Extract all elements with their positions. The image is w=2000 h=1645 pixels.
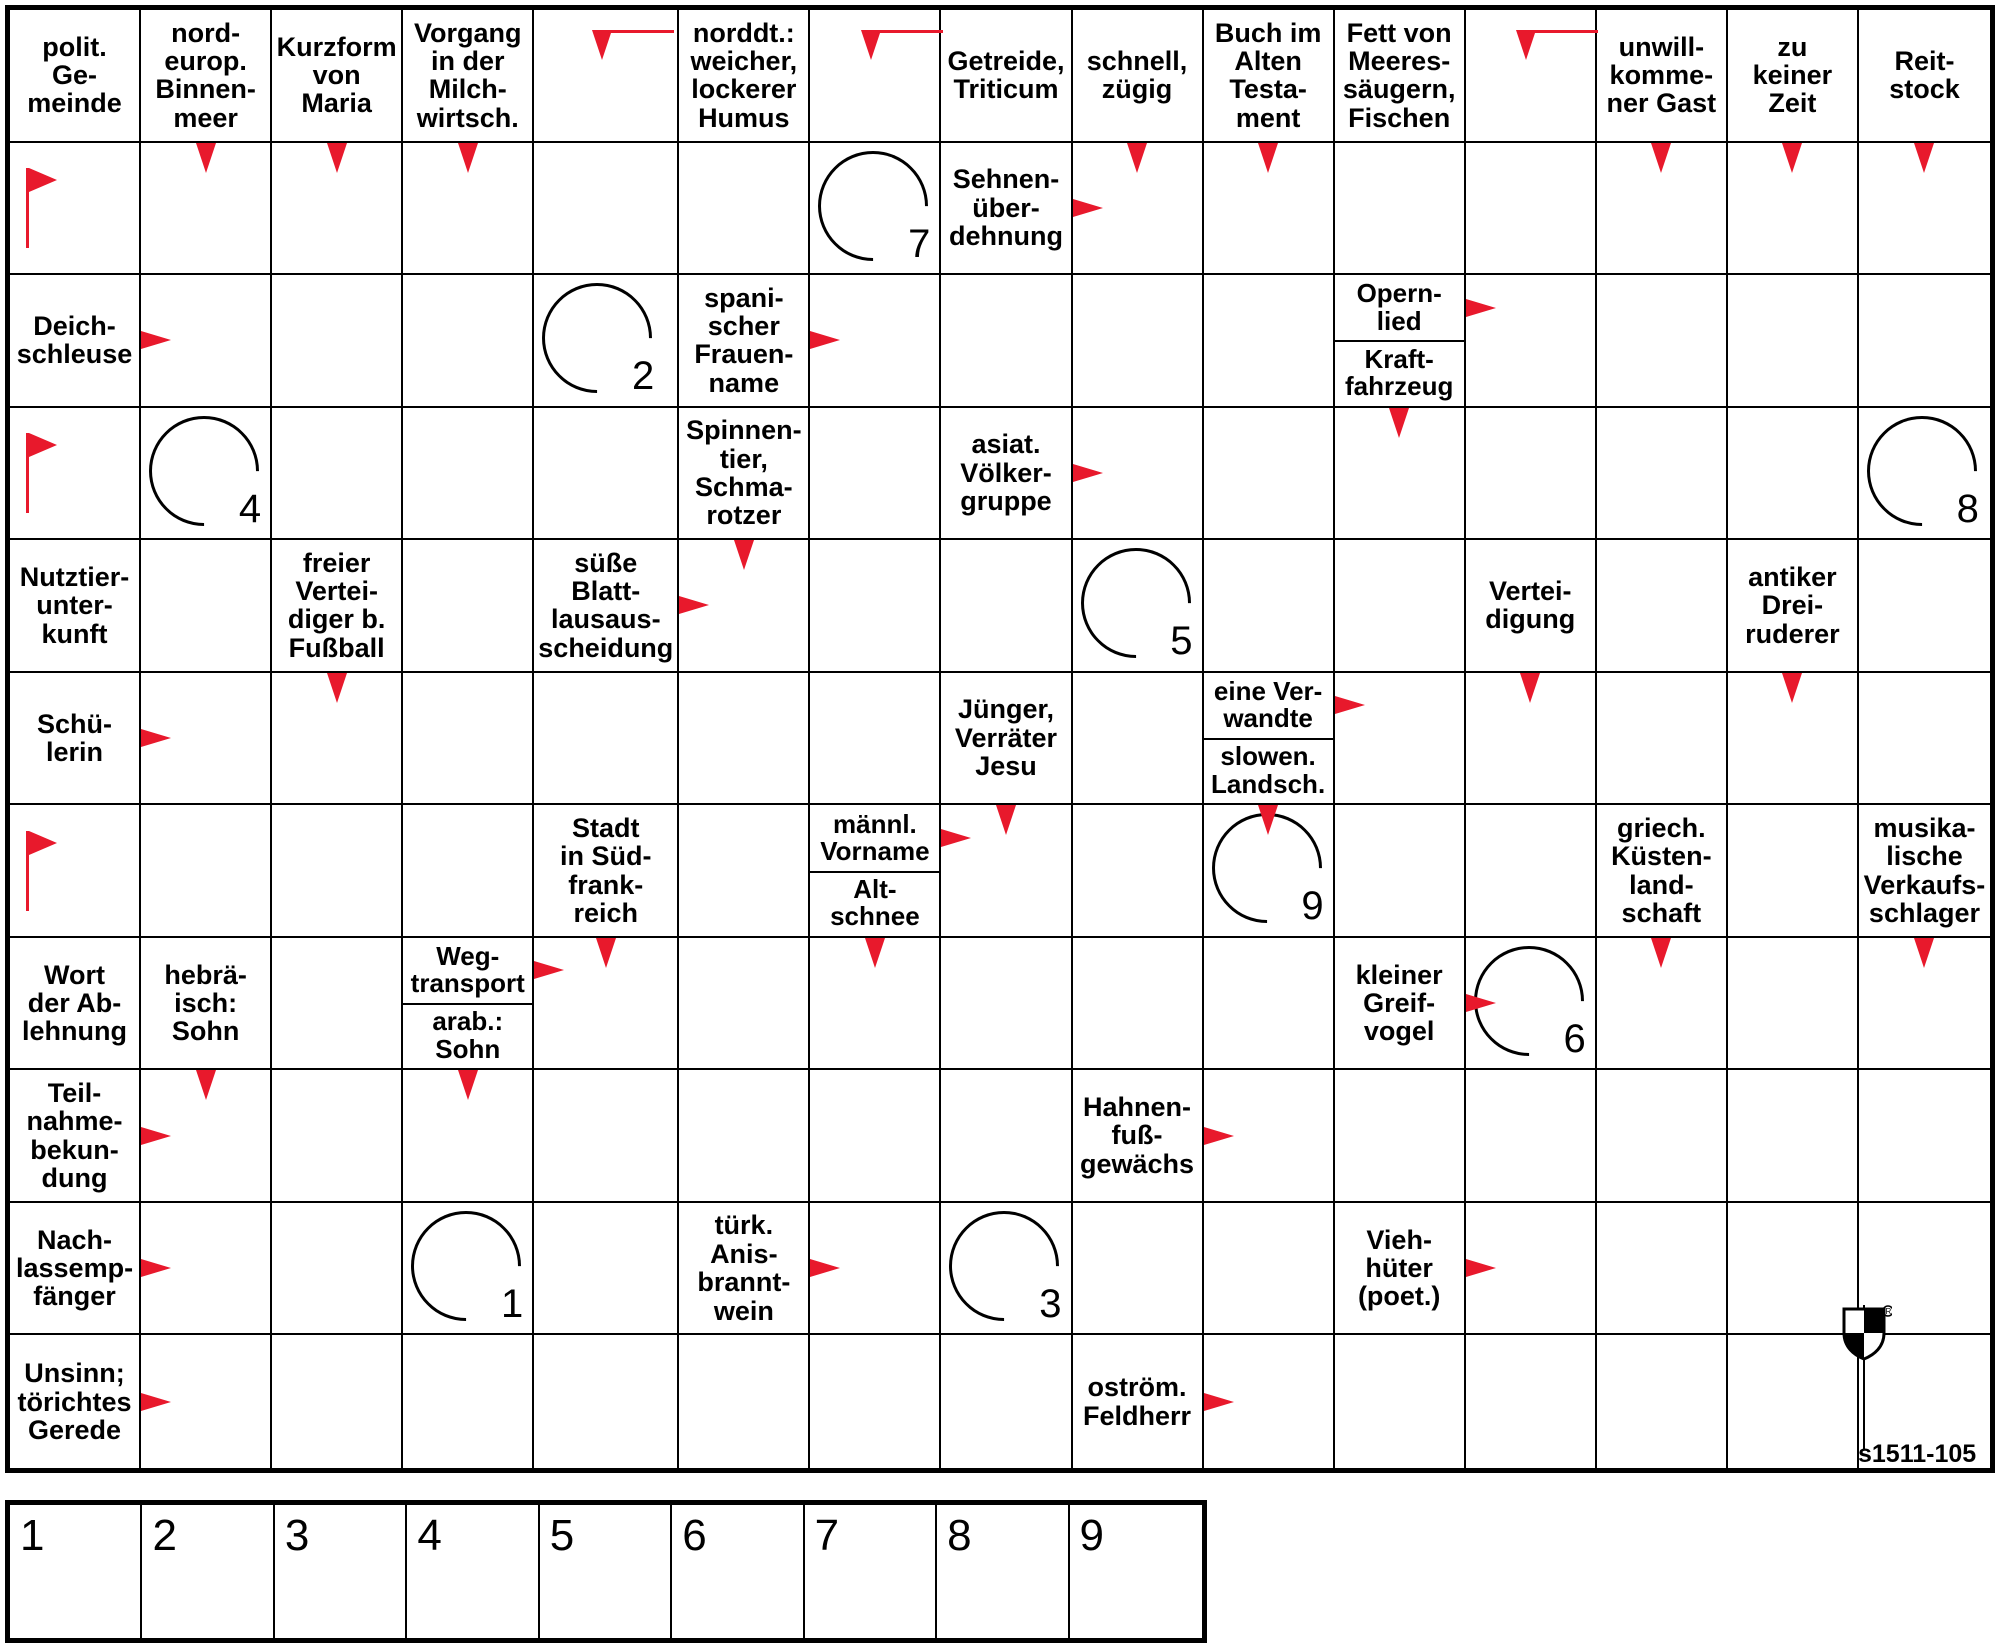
clue-text: Kurzform von Maria [276, 31, 397, 119]
arrow-right-icon [141, 1393, 171, 1411]
clue-text: Deich- schleuse [16, 311, 133, 370]
marker-number: 9 [1301, 884, 1324, 929]
arrow-down-icon [1782, 143, 1802, 173]
solution-box[interactable] [937, 1505, 1069, 1638]
clue-text: Buch im Alten Testa- ment [1214, 17, 1322, 133]
grid-cell[interactable] [1335, 143, 1466, 276]
clue-text: Schü- lerin [37, 708, 113, 767]
bent-arrow-icon [867, 30, 943, 33]
clue-text: männl. Vorname [820, 808, 930, 866]
arrow-down-icon [196, 1070, 216, 1100]
grid-cell[interactable] [1597, 408, 1728, 541]
arrow-right-icon [141, 1259, 171, 1277]
bent-arrow-icon [598, 30, 674, 33]
solution-marker [818, 151, 931, 266]
clue-cell [10, 938, 141, 1071]
clue-cell [941, 408, 1072, 541]
clue-text: griech. Küsten- land- schaft [1611, 812, 1712, 928]
marker-number: 5 [1170, 619, 1193, 664]
svg-text:R: R [1885, 1307, 1892, 1316]
clue-text: Sehnen- über- dehnung [948, 164, 1063, 251]
grid-cell[interactable] [1728, 1070, 1859, 1203]
grid-cell[interactable] [1728, 938, 1859, 1071]
clue-text: unwill- komme- ner Gast [1606, 31, 1717, 119]
solution-number: 3 [284, 1511, 310, 1560]
grid-cell[interactable] [534, 673, 679, 806]
grid-cell[interactable] [679, 938, 810, 1071]
grid-cell[interactable] [810, 1335, 941, 1468]
clue-text: Getreide, Triticum [947, 45, 1065, 105]
arrow-right-icon [141, 1127, 171, 1145]
solution-number: 2 [152, 1511, 177, 1560]
clue-cell [1728, 540, 1859, 673]
clue-text: türk. Anis- brannt- wein [697, 1210, 791, 1326]
grid-cell[interactable] [10, 805, 141, 938]
clue-text: Vorgang in der Milch- wirtsch. [413, 17, 522, 133]
arrow-right-icon [941, 829, 971, 847]
arrow-right-icon [1204, 1127, 1234, 1145]
grid-cell[interactable] [534, 408, 679, 541]
grid-cell[interactable] [1335, 1335, 1466, 1468]
flag-arrow-icon [26, 831, 29, 911]
clue-text: Reit- stock [1889, 45, 1960, 105]
arrow-down-icon [1914, 938, 1934, 968]
grid-cell[interactable] [272, 1203, 403, 1336]
grid-cell[interactable] [1859, 408, 1990, 541]
solution-box[interactable] [142, 1505, 274, 1638]
arrow-right-icon [141, 331, 171, 349]
flag-arrow-icon [26, 433, 29, 513]
clue-cell [679, 275, 810, 408]
grid-cell[interactable] [941, 1203, 1072, 1336]
grid-cell[interactable] [403, 540, 534, 673]
solution-box[interactable] [672, 1505, 804, 1638]
clue-text: oström. Feldherr [1083, 1372, 1192, 1431]
grid-cell[interactable] [941, 275, 1072, 408]
solution-number: 8 [947, 1511, 972, 1560]
clue-cell [534, 805, 679, 938]
marker-number: 1 [500, 1281, 524, 1326]
solution-number: 7 [814, 1511, 840, 1560]
clue-text: kleiner Greif- vogel [1355, 959, 1443, 1047]
clue-text: schnell, zügig [1086, 45, 1188, 105]
clue-text: asiat. Völker- gruppe [960, 429, 1052, 517]
grid-cell[interactable] [679, 805, 810, 938]
solution-box[interactable] [275, 1505, 407, 1638]
arrow-down-icon [1914, 143, 1934, 173]
marker-number: 6 [1563, 1016, 1586, 1061]
grid-cell[interactable] [1204, 540, 1335, 673]
clue-cell [1597, 10, 1728, 143]
clue-text: spani- scher Frauen- name [694, 282, 794, 398]
clue-cell [10, 10, 141, 143]
publisher-logo [1840, 1305, 1892, 1455]
grid-cell[interactable] [1466, 1070, 1597, 1203]
clue-cell [10, 1335, 141, 1468]
grid-cell[interactable] [1204, 408, 1335, 541]
clue-text: Kraft- fahrzeug [1345, 343, 1454, 401]
clue-cell [10, 1203, 141, 1336]
grid-cell[interactable] [1466, 10, 1597, 143]
arrow-down-icon [596, 938, 616, 968]
solution-row [5, 1500, 1207, 1643]
clue-cell [10, 1070, 141, 1203]
grid-cell[interactable] [534, 1203, 679, 1336]
grid-cell[interactable] [1204, 938, 1335, 1071]
grid-cell[interactable] [1859, 540, 1990, 673]
clue-text: süße Blatt- lausaus- scheidung [538, 547, 674, 663]
grid-cell[interactable] [403, 1203, 534, 1336]
solution-box[interactable] [540, 1505, 672, 1638]
grid-cell[interactable] [1597, 275, 1728, 408]
clue-cell [1073, 1335, 1204, 1468]
grid-cell[interactable] [1859, 1070, 1990, 1203]
grid-cell[interactable] [1466, 408, 1597, 541]
grid-cell[interactable] [1335, 673, 1466, 806]
grid-cell[interactable] [1597, 1070, 1728, 1203]
clue-text: norddt.: weicher, lockerer Humus [690, 17, 798, 133]
puzzle-code: s1511-105 [1858, 1440, 1977, 1468]
grid-cell[interactable] [1466, 1335, 1597, 1468]
grid-cell[interactable] [403, 805, 534, 938]
clue-cell [1466, 540, 1597, 673]
grid-cell[interactable] [1204, 275, 1335, 408]
clue-cell [534, 540, 679, 673]
solution-marker [949, 1211, 1062, 1326]
clue-cell [1204, 10, 1335, 143]
clue-text: hebrä- isch: Sohn [164, 959, 247, 1047]
grid-cell[interactable] [272, 938, 403, 1071]
arrow-right-icon [810, 331, 840, 349]
clue-cell [679, 1203, 810, 1336]
split-clue-cell [810, 805, 941, 938]
clue-text: arab.: Sohn [432, 1006, 504, 1064]
clue-cell [403, 10, 534, 143]
clue-text: Weg- transport [410, 941, 525, 999]
grid-cell[interactable] [941, 1335, 1072, 1468]
solution-marker [542, 283, 655, 399]
clue-cell [679, 408, 810, 541]
grid-cell[interactable] [941, 540, 1072, 673]
grid-cell[interactable] [810, 143, 941, 276]
grid-cell[interactable] [1597, 540, 1728, 673]
arrow-down-icon [458, 143, 478, 173]
arrow-down-icon [1651, 938, 1671, 968]
marker-number: 4 [238, 486, 262, 531]
grid-cell[interactable] [1728, 408, 1859, 541]
arrow-down-icon [1782, 673, 1802, 703]
clue-text: slowen. Landsch. [1211, 741, 1326, 799]
grid-cell[interactable] [1073, 275, 1204, 408]
clue-cell [141, 10, 272, 143]
clue-text: Vertei- digung [1485, 576, 1576, 635]
grid-cell[interactable] [272, 805, 403, 938]
solution-number: 1 [20, 1511, 45, 1560]
grid-cell[interactable] [1728, 275, 1859, 408]
grid-cell[interactable] [1859, 275, 1990, 408]
grid-cell[interactable] [141, 540, 272, 673]
grid-cell[interactable] [679, 1070, 810, 1203]
arrow-right-icon [1466, 1259, 1496, 1277]
clue-text: eine Ver- wandte [1213, 676, 1323, 734]
clue-text: Hahnen- fuß- gewächs [1080, 1092, 1195, 1179]
marker-number: 2 [632, 354, 655, 399]
clue-cell [941, 673, 1072, 806]
arrow-right-icon [534, 961, 564, 979]
grid-cell[interactable] [534, 275, 679, 408]
clue-cell [1335, 1203, 1466, 1336]
grid-cell[interactable] [1859, 673, 1990, 806]
solution-marker [411, 1211, 524, 1326]
clue-text: Stadt in Süd- frank- reich [560, 812, 652, 928]
grid-cell[interactable] [272, 408, 403, 541]
grid-cell[interactable] [403, 1335, 534, 1468]
clue-text: Teil- nahme- bekun- dung [26, 1077, 123, 1193]
clue-text: Nach- lassemp- fänger [16, 1224, 134, 1312]
arrow-down-icon [1520, 673, 1540, 703]
arrow-right-icon [1466, 299, 1496, 317]
grid-cell[interactable] [810, 540, 941, 673]
grid-cell[interactable] [403, 275, 534, 408]
clue-cell [941, 10, 1072, 143]
clue-cell [1335, 10, 1466, 143]
solution-marker [149, 416, 262, 531]
arrow-right-icon [141, 729, 171, 747]
solution-box[interactable] [407, 1505, 539, 1638]
grid-cell[interactable] [534, 143, 679, 276]
solution-number: 6 [682, 1511, 707, 1560]
clue-cell [941, 143, 1072, 276]
marker-number: 8 [1956, 486, 1979, 531]
arrow-right-icon [1073, 464, 1103, 482]
clue-text: Nutztier- unter- kunft [19, 561, 130, 649]
solution-number: 4 [417, 1511, 442, 1560]
grid-cell[interactable] [10, 408, 141, 541]
grid-cell[interactable] [403, 673, 534, 806]
arrow-right-icon [679, 596, 709, 614]
grid-cell[interactable] [810, 408, 941, 541]
grid-cell[interactable] [941, 1070, 1072, 1203]
solution-box[interactable] [1070, 1505, 1202, 1638]
grid-cell[interactable] [10, 143, 141, 276]
solution-box[interactable] [10, 1505, 142, 1638]
clue-text: Unsinn; törichtes Gerede [17, 1358, 132, 1445]
arrow-down-icon [734, 540, 754, 570]
clue-text: polit. Ge- meinde [27, 31, 122, 119]
arrow-down-icon [1651, 143, 1671, 173]
arrow-right-icon [1466, 994, 1496, 1012]
grid-cell[interactable] [141, 805, 272, 938]
arrow-down-icon [1258, 805, 1278, 835]
clue-text: musika- lische Verkaufs- schlager [1863, 812, 1986, 928]
grid-cell[interactable] [1073, 673, 1204, 806]
arrow-down-icon [327, 143, 347, 173]
grid-cell[interactable] [272, 1335, 403, 1468]
grid-cell[interactable] [141, 408, 272, 541]
clue-text: Alt- schnee [830, 873, 920, 932]
clue-cell [10, 673, 141, 806]
clue-cell [1728, 10, 1859, 143]
clue-text: Fett von Meeres- säugern, Fischen [1342, 17, 1456, 133]
solution-number: 9 [1079, 1511, 1105, 1560]
grid-cell[interactable] [1073, 1203, 1204, 1336]
arrow-down-icon [196, 143, 216, 173]
grid-cell[interactable] [1335, 540, 1466, 673]
arrow-right-icon [1073, 199, 1103, 217]
solution-marker [1081, 548, 1193, 664]
grid-cell[interactable] [1073, 805, 1204, 938]
clue-cell [272, 540, 403, 673]
solution-marker [1867, 416, 1979, 531]
split-clue-cell [1204, 673, 1335, 806]
clue-text: antiker Drei- ruderer [1745, 561, 1840, 649]
grid-cell[interactable] [1204, 1203, 1335, 1336]
clue-cell [10, 540, 141, 673]
grid-cell[interactable] [403, 408, 534, 541]
split-clue-cell [403, 938, 534, 1071]
clue-text: Vieh- hüter (poet.) [1357, 1224, 1441, 1312]
arrow-down-icon [865, 938, 885, 968]
grid-cell[interactable] [1466, 143, 1597, 276]
clue-text: Spinnen- tier, Schma- rotzer [686, 415, 802, 531]
clue-text: Jünger, Verräter Jesu [954, 694, 1058, 782]
clue-cell [1859, 10, 1990, 143]
clue-text: Wort der Ab- lehnung [22, 959, 128, 1047]
clue-cell [10, 275, 141, 408]
grid-cell[interactable] [810, 10, 941, 143]
grid-cell[interactable] [272, 275, 403, 408]
arrow-right-icon [1335, 696, 1365, 714]
clue-text: nord- europ. Binnen- meer [155, 17, 256, 133]
grid-cell[interactable] [1597, 673, 1728, 806]
grid-cell[interactable] [272, 1070, 403, 1203]
grid-cell[interactable] [679, 1335, 810, 1468]
grid-cell[interactable] [810, 1070, 941, 1203]
grid-cell[interactable] [1466, 275, 1597, 408]
clue-cell [1597, 805, 1728, 938]
arrow-right-icon [1204, 1393, 1234, 1411]
arrow-down-icon [1389, 408, 1409, 438]
clue-text: Opern- lied [1356, 278, 1442, 336]
grid-cell[interactable] [1073, 540, 1204, 673]
solution-box[interactable] [805, 1505, 937, 1638]
clue-cell [1073, 10, 1204, 143]
grid-cell[interactable] [941, 938, 1072, 1071]
arrow-down-icon [458, 1070, 478, 1100]
grid-cell[interactable] [679, 143, 810, 276]
grid-cell[interactable] [679, 673, 810, 806]
split-clue-cell [1335, 275, 1466, 408]
grid-cell[interactable] [1728, 805, 1859, 938]
grid-cell[interactable] [534, 10, 679, 143]
clue-cell [272, 10, 403, 143]
crossword-grid [5, 5, 1995, 1473]
arrow-down-icon [327, 673, 347, 703]
clue-cell [1859, 805, 1990, 938]
grid-cell[interactable] [1073, 938, 1204, 1071]
clue-cell [1073, 1070, 1204, 1203]
clue-cell [141, 938, 272, 1071]
marker-number: 7 [908, 221, 931, 266]
grid-cell[interactable] [1597, 1335, 1728, 1468]
marker-number: 3 [1039, 1281, 1062, 1326]
grid-cell[interactable] [1597, 1203, 1728, 1336]
clue-text: zu keiner Zeit [1752, 31, 1833, 119]
grid-cell[interactable] [1335, 805, 1466, 938]
clue-text: freier Vertei- diger b. Fußball [287, 547, 386, 663]
flag-arrow-icon [26, 168, 29, 248]
grid-cell[interactable] [810, 673, 941, 806]
grid-cell[interactable] [1466, 805, 1597, 938]
arrow-right-icon [810, 1259, 840, 1277]
arrow-down-icon [1258, 143, 1278, 173]
bent-arrow-icon [1522, 30, 1598, 33]
grid-cell[interactable] [1335, 1070, 1466, 1203]
grid-cell[interactable] [534, 1070, 679, 1203]
grid-cell[interactable] [534, 1335, 679, 1468]
arrow-down-icon [996, 805, 1016, 835]
arrow-down-icon [1127, 143, 1147, 173]
clue-cell [679, 10, 810, 143]
solution-number: 5 [549, 1511, 575, 1560]
clue-cell [1335, 938, 1466, 1071]
